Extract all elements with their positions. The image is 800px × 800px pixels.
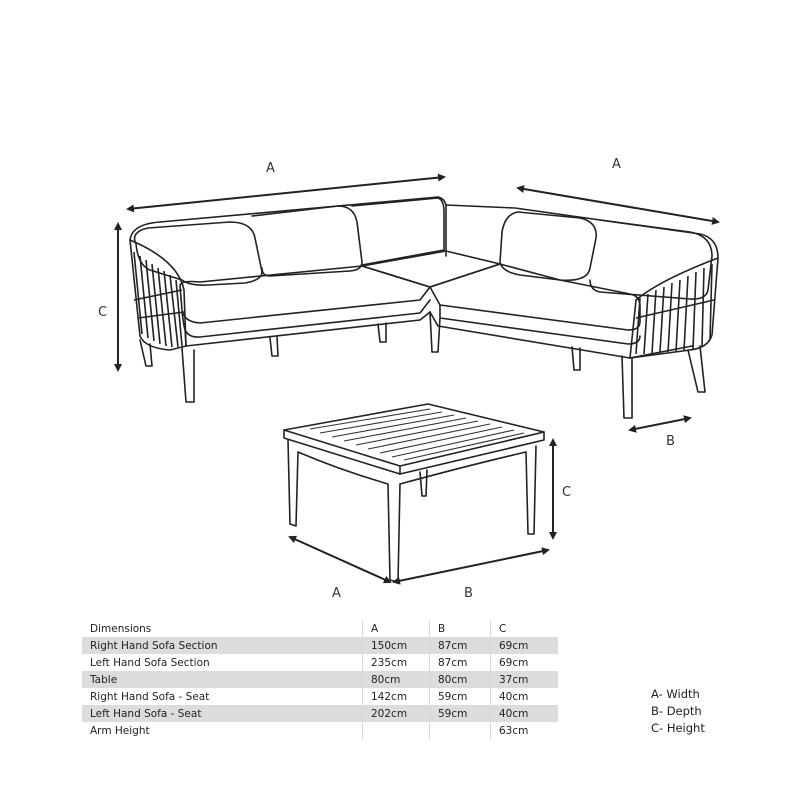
table-row <box>82 705 558 722</box>
header-c: C <box>491 620 559 637</box>
row-b: 80cm <box>430 671 491 688</box>
row-c: 69cm <box>491 637 559 654</box>
sofa-height-label: C <box>98 305 108 320</box>
table-height-label: C <box>562 485 572 500</box>
row-c: 40cm <box>491 705 559 722</box>
row-b <box>430 722 491 739</box>
sofa-right-width-label: A <box>612 157 621 172</box>
table-depth-arrow <box>394 550 548 582</box>
legend-width: A- Width <box>651 687 700 701</box>
row-c: 37cm <box>491 671 559 688</box>
legend-height: C- Height <box>651 721 705 735</box>
row-b: 87cm <box>430 654 491 671</box>
corner-sofa <box>130 197 718 418</box>
row-a: 150cm <box>363 637 430 654</box>
table-depth-label: B <box>464 586 473 601</box>
table-row <box>82 671 558 688</box>
row-a: 235cm <box>363 654 430 671</box>
table-header-row <box>82 620 558 637</box>
row-c: 40cm <box>491 688 559 705</box>
row-a: 80cm <box>363 671 430 688</box>
row-b: 59cm <box>430 688 491 705</box>
row-c: 69cm <box>491 654 559 671</box>
row-name: Right Hand Sofa Section <box>82 637 363 654</box>
table-row <box>82 654 558 671</box>
header-b: B <box>430 620 491 637</box>
table-row <box>82 722 558 739</box>
table-width-label: A <box>332 586 341 601</box>
row-name: Right Hand Sofa - Seat <box>90 690 210 703</box>
dimensions-table <box>82 620 558 739</box>
row-name: Left Hand Sofa Section <box>90 656 210 669</box>
legend-depth: B- Depth <box>651 704 702 718</box>
header-dimensions: Dimensions <box>90 622 152 635</box>
sofa-depth-arrow <box>630 418 690 430</box>
row-c: 63cm <box>491 722 559 739</box>
row-name: Table <box>82 671 363 688</box>
row-name: Arm Height <box>90 724 150 737</box>
coffee-table <box>284 404 544 582</box>
row-b: 87cm <box>430 637 491 654</box>
row-a: 202cm <box>363 705 430 722</box>
row-name: Left Hand Sofa - Seat <box>82 705 363 722</box>
sofa-right-width-arrow <box>518 188 718 222</box>
table-width-arrow <box>290 537 390 582</box>
header-a: A <box>363 620 430 637</box>
row-a <box>363 722 430 739</box>
row-b: 59cm <box>430 705 491 722</box>
dimension-legend <box>651 686 705 737</box>
table-row <box>82 637 558 654</box>
table-row <box>82 688 558 705</box>
sofa-left-width-arrow <box>128 177 444 209</box>
row-a: 142cm <box>363 688 430 705</box>
sofa-left-width-label: A <box>266 161 275 176</box>
sofa-depth-label: B <box>666 434 675 449</box>
